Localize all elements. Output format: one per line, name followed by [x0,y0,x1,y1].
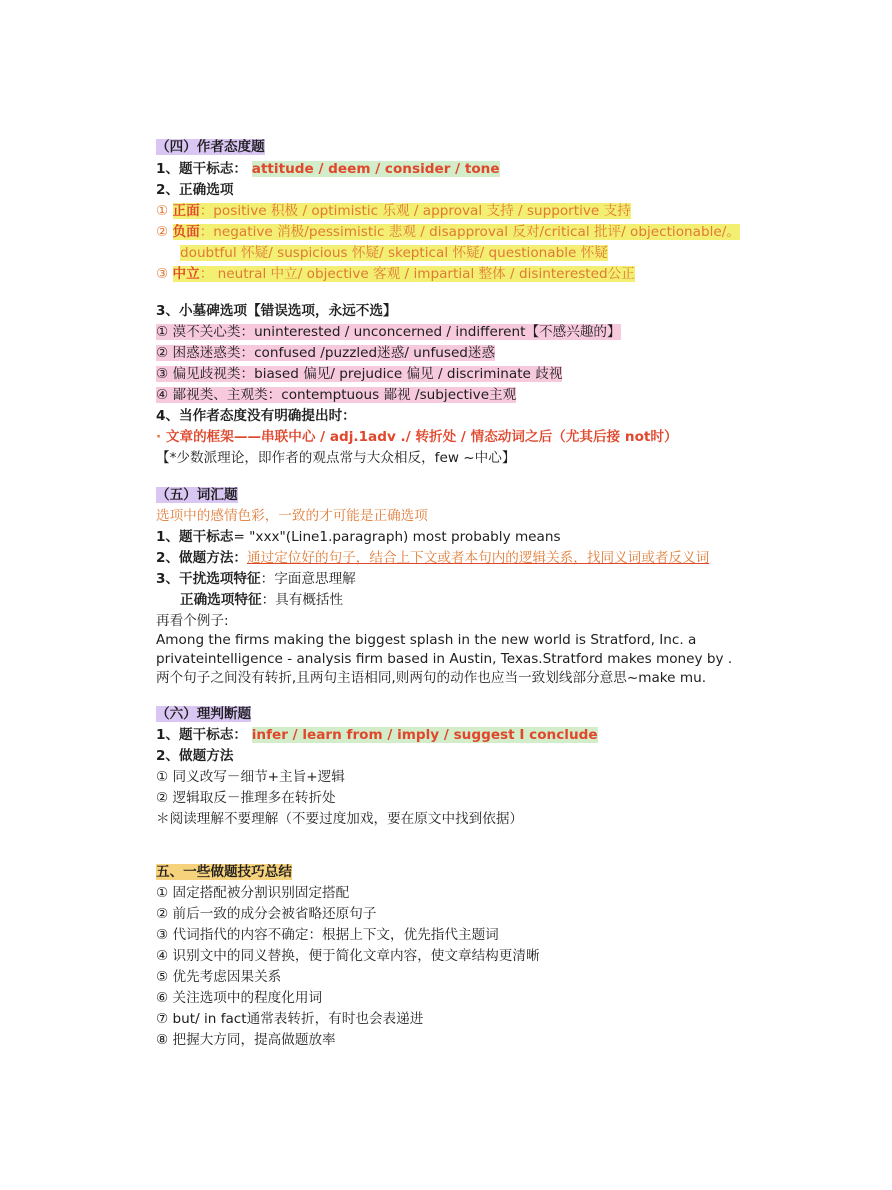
s6-keywords: infer / learn from / imply / suggest I conclude [251,727,598,743]
s4-stem-marker: 1、题干标志： attitude / deem / consider / tone [156,161,500,177]
s4-negative-line: ② 负面：negative 消极/pessimistic 悲观 / disapproval 反对/critical 批评/ objectionable/。 [156,224,740,240]
s4-minority-note: 【*少数派理论，即作者的观点常与大众相反，few ~中心】 [156,450,516,466]
tip-item: ⑦ but/ in fact通常表转折，有时也会表递进 [156,1011,424,1027]
s5-example-line-2: privateintelligence - analysis firm based in Austin, Texas.Stratford makes money by . [156,651,733,667]
tip-item: ② 前后一致的成分会被省略还原句子 [156,906,377,922]
tip-item: ③ 代词指代的内容不确定：根据上下文，优先指代主题词 [156,927,499,943]
s4-keywords: attitude / deem / consider / tone [251,161,500,177]
s5-method: 2、做题方法：通过定位好的句子，结合上下文或者本句内的逻辑关系，找同义词或者反义词 [156,550,710,566]
s6-method-1: ① 同义改写－细节+主旨+逻辑 [156,769,345,785]
tip-item: ④ 识别文中的同义替换，便于简化文章内容，使文章结构更清晰 [156,948,540,964]
s4-no-attitude-heading: 4、当作者态度没有明确提出时： [156,408,356,424]
s4-wrong-1: ① 漠不关心类：uninterested / unconcerned / indifferent【不感兴趣的】 [156,324,621,340]
s5-example-line-1: Among the firms making the biggest splash in the new world is Stratford, Inc. a [156,632,697,648]
section-6-title: （六）理判断题 [156,706,252,722]
s5-example-heading: 再看个例子: [156,613,229,629]
tip-item: ⑥ 关注选项中的程度化用词 [156,990,323,1006]
s6-stem-marker: 1、题干标志： infer / learn from / imply / suggest I conclude [156,727,598,743]
s4-wrong-2: ② 困惑迷惑类：confused /puzzled迷惑/ unfused迷惑 [156,345,496,361]
section-4-title: （四）作者态度题 [156,139,265,155]
s4-negative-line-2: doubtful 怀疑/ suspicious 怀疑/ skeptical 怀疑/ questionable 怀疑 [180,245,608,261]
s4-wrong-options-heading: 3、小墓碑选项【错误选项，永远不选】 [156,303,397,319]
s5-example-line-3: 两个句子之间没有转折,且两句主语相同,则两句的动作也应当一致划线部分意思~make mu. [156,670,707,686]
s4-wrong-3: ③ 偏见歧视类：biased 偏见/ prejudice 偏见 / discriminate 歧视 [156,366,563,382]
s6-note: ＊阅读理解不要理解（不要过度加戏，要在原文中找到依据） [156,811,524,827]
s5-distractor-feature: 3、干扰选项特征：字面意思理解 [156,571,356,587]
s4-neutral-line: ③ 中立： neutral 中立/ objective 客观 / impartial 整体 / disinterested公正 [156,266,635,282]
s5-stem-marker: 1、题干标志= "xxx"(Line1.paragraph) most probably means [156,529,561,545]
s5-correct-feature: 正确选项特征：具有概括性 [180,592,344,608]
section-5-title: （五）词汇题 [156,487,238,503]
tip-item: ① 固定搭配被分割识别固定搭配 [156,885,350,901]
s6-method-heading: 2、做题方法 [156,748,234,764]
section-tips-title: 五、一些做题技巧总结 [156,864,292,880]
s4-framework-line: · 文章的框架——串联中心 / adj.1adv ./ 转折处 / 情态动词之后（尤其后接 not时） [156,429,678,445]
s4-positive-line: ① 正面：positive 积极 / optimistic 乐观 / approval 支持 / supportive 支持 [156,203,631,219]
tip-item: ⑧ 把握大方同，提高做题放率 [156,1032,336,1048]
s4-wrong-4: ④ 鄙视类、主观类：contemptuous 鄙视 /subjective主观 [156,387,517,403]
s6-method-2: ② 逻辑取反－推理多在转折处 [156,790,336,806]
s4-correct-options-heading: 2、正确选项 [156,182,234,198]
tip-item: ⑤ 优先考虑因果关系 [156,969,282,985]
s5-subtitle: 选项中的感情色彩，一致的才可能是正确选项 [156,508,428,524]
